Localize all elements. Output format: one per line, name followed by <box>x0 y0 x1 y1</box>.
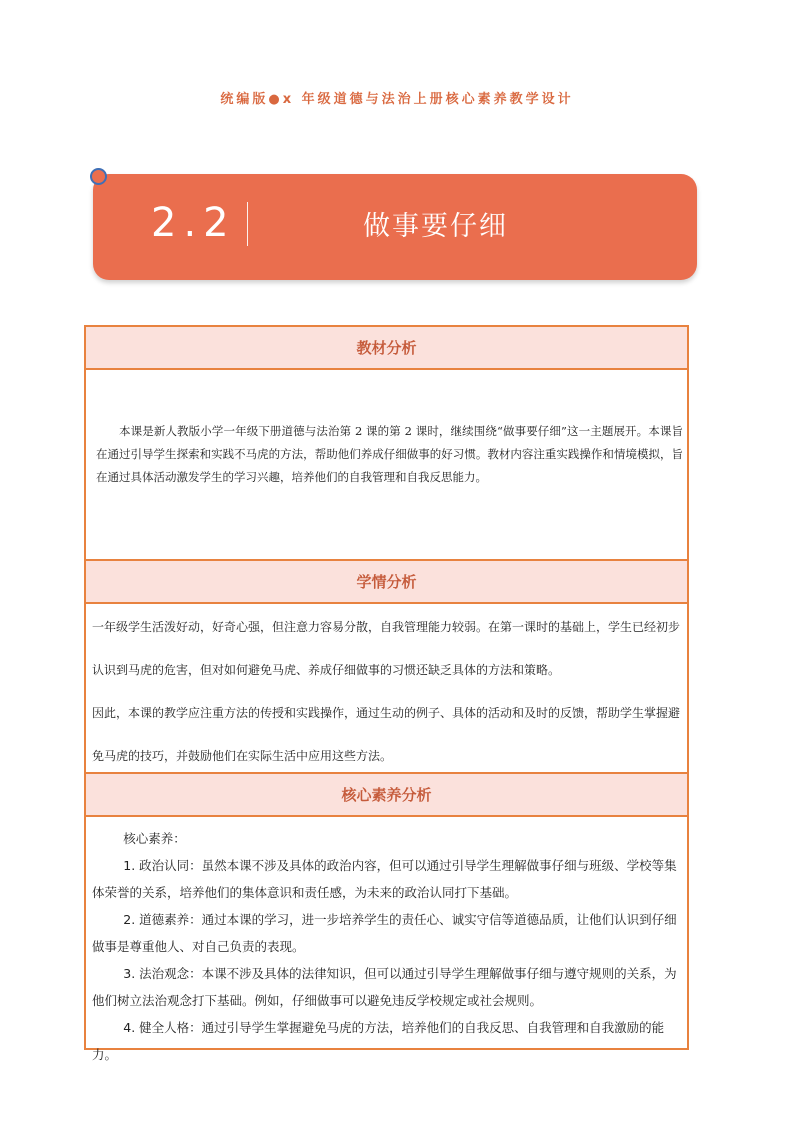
banner-dot-decoration <box>90 168 107 185</box>
section-body-core-literacy-analysis <box>86 825 687 1068</box>
lesson-title: 做事要仔细 <box>363 211 508 242</box>
paragraph: 3. 法治观念：本课不涉及具体的法律知识，但可以通过引导学生理解做事仔细与遵守规则的关系，为他们树立法治观念打下基础。例如，仔细做事可以避免违反学校规定或社会规则。 <box>92 966 677 1008</box>
banner-divider <box>247 202 248 246</box>
paragraph: 一年级学生活泼好动，好奇心强，但注意力容易分散，自我管理能力较弱。在第一课时的基础上，学生已经初步认识到马虎的危害，但对如何避免马虎、养成仔细做事的习惯还缺乏具体的方法和策略。 <box>92 620 681 677</box>
paragraph: 1. 政治认同：虽然本课不涉及具体的政治内容，但可以通过引导学生理解做事仔细与班级、学校等集体荣誉的关系，培养他们的集体意识和责任感，为未来的政治认同打下基础。 <box>92 858 677 900</box>
document-header-title: 统编版●x 年级道德与法治上册核心素养教学设计 <box>220 92 574 107</box>
section-heading-textbook-analysis: 教材分析 <box>86 327 687 370</box>
section-heading-core-literacy-analysis: 核心素养分析 <box>86 772 687 817</box>
section-body-student-analysis <box>86 606 687 778</box>
section-heading-student-analysis: 学情分析 <box>86 559 687 604</box>
lesson-number: 2.2 <box>151 200 236 246</box>
paragraph: 核心素养： <box>123 831 186 846</box>
lesson-banner <box>93 174 697 280</box>
lesson-design-table <box>84 325 689 1062</box>
paragraph: 4. 健全人格：通过引导学生掌握避免马虎的方法，培养他们的自我反思、自我管理和自我激励的能力。 <box>92 1020 665 1062</box>
section-body-textbook-analysis <box>86 420 687 489</box>
paragraph: 2. 道德素养：通过本课的学习，进一步培养学生的责任心、诚实守信等道德品质，让他们认识到仔细做事是尊重他人、对自己负责的表现。 <box>92 912 677 954</box>
paragraph: 本课是新人教版小学一年级下册道德与法治第 2 课的第 2 课时，继续围绕“做事要仔细”这一主题展开。本课旨在通过引导学生探索和实践不马虎的方法，帮助他们养成仔细做事的好习惯。教材内容注重实践操作和情境模拟，旨在通过具体活动激发学生的学习兴趣，培养他们的自我管理和自我反思能力。 <box>96 424 683 484</box>
paragraph: 因此，本课的教学应注重方法的传授和实践操作，通过生动的例子、具体的活动和及时的反馈，帮助学生掌握避免马虎的技巧，并鼓励他们在实际生活中应用这些方法。 <box>92 706 681 763</box>
